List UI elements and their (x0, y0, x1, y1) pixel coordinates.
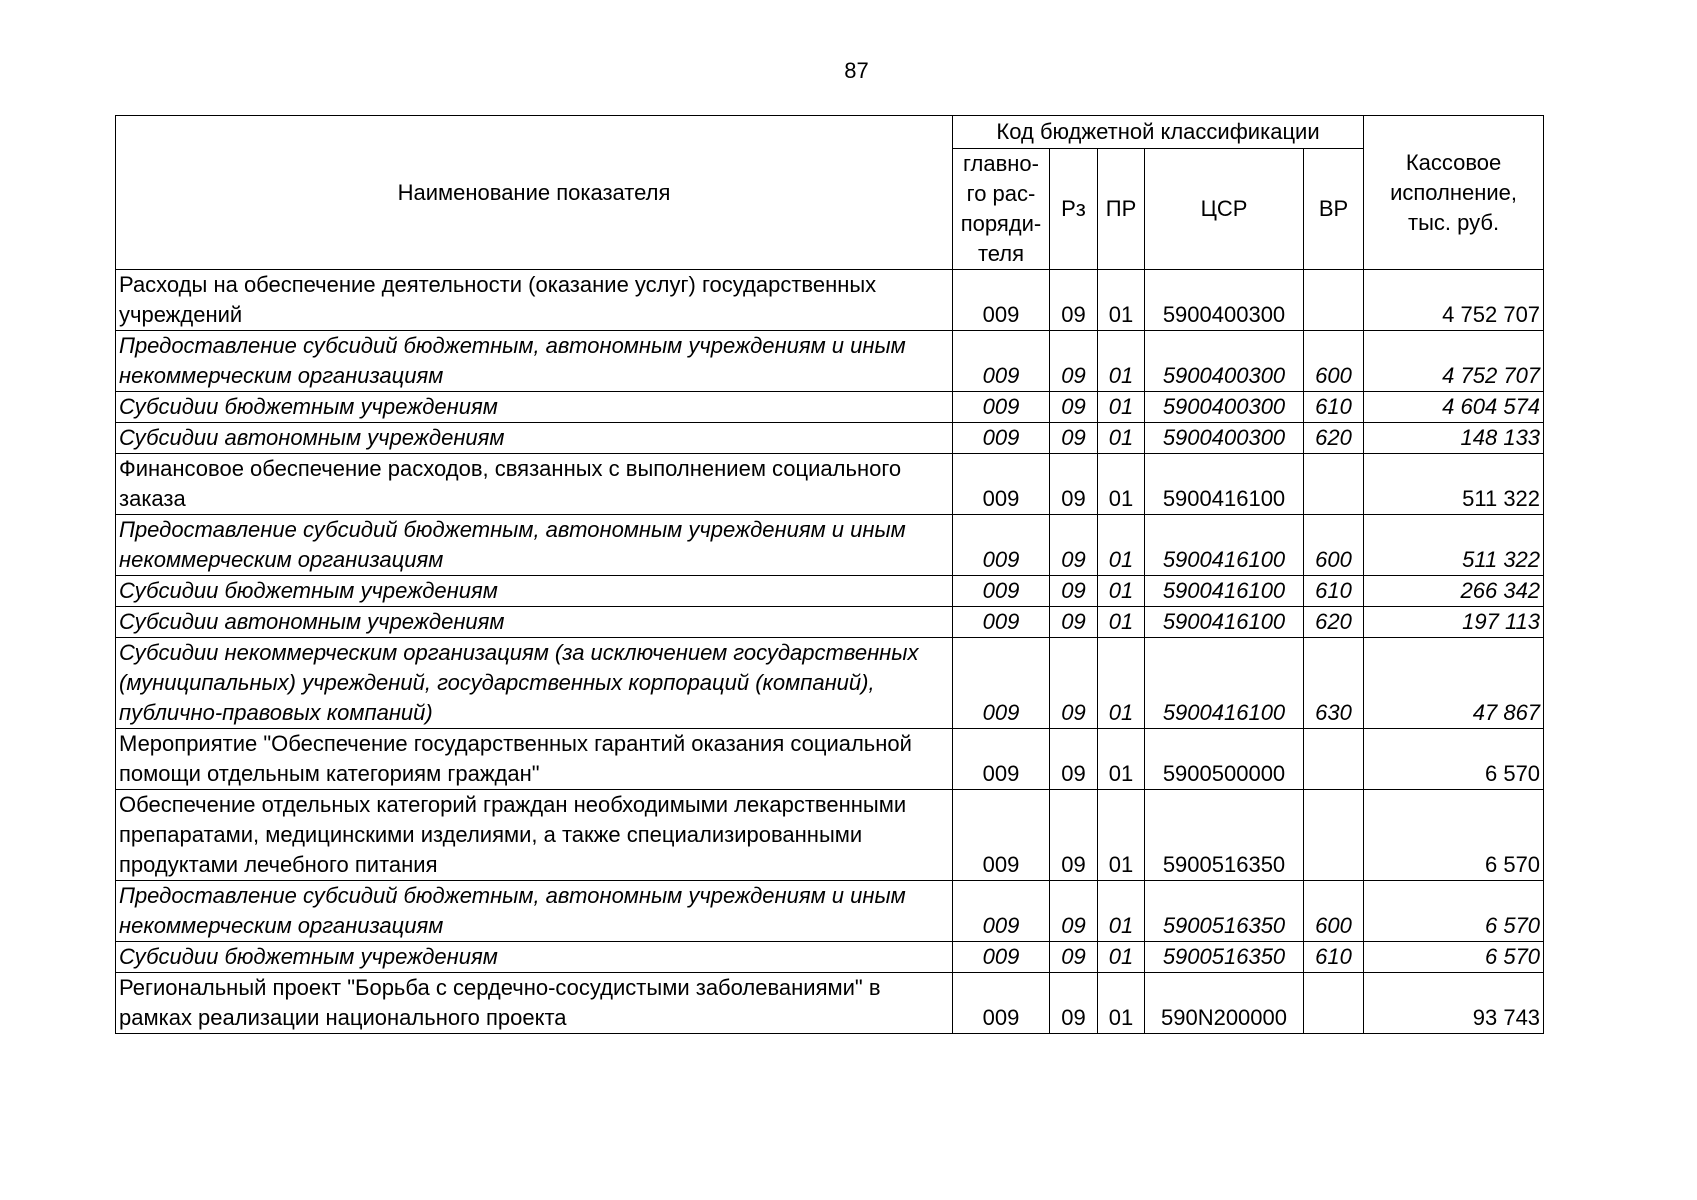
header-vr: ВР (1304, 149, 1364, 270)
row-rz-code: 09 (1050, 392, 1098, 423)
row-vr-code (1304, 729, 1364, 790)
row-csr-code: 5900400300 (1145, 331, 1304, 392)
row-chief-code: 009 (953, 392, 1050, 423)
row-pr-code: 01 (1098, 973, 1145, 1034)
row-csr-code: 5900416100 (1145, 454, 1304, 515)
row-rz-code: 09 (1050, 423, 1098, 454)
row-pr-code: 01 (1098, 423, 1145, 454)
row-rz-code: 09 (1050, 454, 1098, 515)
row-vr-code: 620 (1304, 423, 1364, 454)
row-csr-code: 5900416100 (1145, 576, 1304, 607)
row-name: Предоставление субсидий бюджетным, автономным учреждениям и иным некоммерческим организациям (116, 881, 953, 942)
row-name: Субсидии автономным учреждениям (116, 423, 953, 454)
row-vr-code (1304, 790, 1364, 881)
row-amount: 4 752 707 (1364, 270, 1544, 331)
header-amount (1364, 116, 1544, 270)
page-number: 87 (844, 58, 869, 83)
row-name: Расходы на обеспечение деятельности (оказание услуг) государственных учреждений (116, 270, 953, 331)
table-row (116, 423, 1544, 454)
table-row (116, 331, 1544, 392)
row-name: Региональный проект "Борьба с сердечно-сосудистыми заболеваниями" в рамках реализации национального проекта (116, 973, 953, 1034)
row-csr-code: 5900516350 (1145, 790, 1304, 881)
row-amount: 6 570 (1364, 881, 1544, 942)
header-name: Наименование показателя (116, 116, 953, 270)
table-row (116, 607, 1544, 638)
row-amount: 4 752 707 (1364, 331, 1544, 392)
row-pr-code: 01 (1098, 515, 1145, 576)
row-name: Субсидии бюджетным учреждениям (116, 392, 953, 423)
row-chief-code: 009 (953, 576, 1050, 607)
table-row (116, 973, 1544, 1034)
row-csr-code: 5900416100 (1145, 638, 1304, 729)
row-csr-code: 5900516350 (1145, 881, 1304, 942)
row-vr-code: 600 (1304, 881, 1364, 942)
row-pr-code: 01 (1098, 790, 1145, 881)
row-pr-code: 01 (1098, 331, 1145, 392)
table-row (116, 790, 1544, 881)
row-chief-code: 009 (953, 942, 1050, 973)
row-amount: 6 570 (1364, 790, 1544, 881)
row-name: Предоставление субсидий бюджетным, автономным учреждениям и иным некоммерческим организациям (116, 331, 953, 392)
row-amount: 266 342 (1364, 576, 1544, 607)
row-name: Финансовое обеспечение расходов, связанных с выполнением социального заказа (116, 454, 953, 515)
table-row (116, 942, 1544, 973)
row-rz-code: 09 (1050, 270, 1098, 331)
row-pr-code: 01 (1098, 942, 1145, 973)
row-amount: 511 322 (1364, 454, 1544, 515)
row-chief-code: 009 (953, 270, 1050, 331)
table-row (116, 881, 1544, 942)
row-vr-code: 610 (1304, 576, 1364, 607)
row-vr-code (1304, 973, 1364, 1034)
header-chief (953, 149, 1050, 270)
table-row (116, 454, 1544, 515)
row-vr-code: 600 (1304, 331, 1364, 392)
row-rz-code: 09 (1050, 942, 1098, 973)
row-chief-code: 009 (953, 331, 1050, 392)
row-rz-code: 09 (1050, 638, 1098, 729)
row-rz-code: 09 (1050, 973, 1098, 1034)
row-chief-code: 009 (953, 973, 1050, 1034)
row-pr-code: 01 (1098, 881, 1145, 942)
row-csr-code: 5900516350 (1145, 942, 1304, 973)
row-vr-code: 620 (1304, 607, 1364, 638)
row-pr-code: 01 (1098, 392, 1145, 423)
row-vr-code: 610 (1304, 942, 1364, 973)
row-vr-code (1304, 270, 1364, 331)
table-body (116, 270, 1544, 1034)
row-rz-code: 09 (1050, 790, 1098, 881)
row-csr-code: 5900400300 (1145, 423, 1304, 454)
row-vr-code (1304, 454, 1364, 515)
row-chief-code: 009 (953, 790, 1050, 881)
row-name: Обеспечение отдельных категорий граждан необходимыми лекарственными препаратами, медицинскими изделиями, а также специализированными продуктами лечебного питания (116, 790, 953, 881)
row-csr-code: 5900400300 (1145, 392, 1304, 423)
row-pr-code: 01 (1098, 576, 1145, 607)
row-chief-code: 009 (953, 607, 1050, 638)
header-pr: ПР (1098, 149, 1145, 270)
row-rz-code: 09 (1050, 607, 1098, 638)
header-code-group: Код бюджетной классификации (953, 116, 1364, 149)
row-name: Субсидии некоммерческим организациям (за исключением государственных (муниципальных) учреждений, государственных корпораций (компаний), публично-правовых компаний) (116, 638, 953, 729)
table-row (116, 729, 1544, 790)
header-csr: ЦСР (1145, 149, 1304, 270)
row-vr-code: 610 (1304, 392, 1364, 423)
row-amount: 6 570 (1364, 942, 1544, 973)
row-chief-code: 009 (953, 454, 1050, 515)
row-amount: 4 604 574 (1364, 392, 1544, 423)
row-rz-code: 09 (1050, 515, 1098, 576)
header-amount-label: Кассовое исполнение, тыс. руб. (1390, 149, 1518, 235)
row-pr-code: 01 (1098, 270, 1145, 331)
row-csr-code: 5900416100 (1145, 515, 1304, 576)
row-name: Субсидии бюджетным учреждениям (116, 576, 953, 607)
row-amount: 197 113 (1364, 607, 1544, 638)
row-chief-code: 009 (953, 729, 1050, 790)
row-chief-code: 009 (953, 423, 1050, 454)
row-amount: 511 322 (1364, 515, 1544, 576)
table-row (116, 270, 1544, 331)
row-name: Субсидии бюджетным учреждениям (116, 942, 953, 973)
row-amount: 47 867 (1364, 638, 1544, 729)
table-row (116, 638, 1544, 729)
table-row (116, 576, 1544, 607)
row-chief-code: 009 (953, 515, 1050, 576)
row-chief-code: 009 (953, 881, 1050, 942)
row-rz-code: 09 (1050, 331, 1098, 392)
row-pr-code: 01 (1098, 607, 1145, 638)
row-pr-code: 01 (1098, 454, 1145, 515)
row-rz-code: 09 (1050, 881, 1098, 942)
table-row (116, 515, 1544, 576)
row-csr-code: 5900500000 (1145, 729, 1304, 790)
row-amount: 93 743 (1364, 973, 1544, 1034)
table-row (116, 392, 1544, 423)
row-pr-code: 01 (1098, 638, 1145, 729)
row-csr-code: 5900416100 (1145, 607, 1304, 638)
row-name: Субсидии автономным учреждениям (116, 607, 953, 638)
row-chief-code: 009 (953, 638, 1050, 729)
row-amount: 148 133 (1364, 423, 1544, 454)
row-pr-code: 01 (1098, 729, 1145, 790)
row-amount: 6 570 (1364, 729, 1544, 790)
budget-table (115, 115, 1544, 1034)
row-name: Предоставление субсидий бюджетным, автономным учреждениям и иным некоммерческим организациям (116, 515, 953, 576)
row-name: Мероприятие "Обеспечение государственных гарантий оказания социальной помощи отдельным категориям граждан" (116, 729, 953, 790)
row-rz-code: 09 (1050, 576, 1098, 607)
header-rz: Рз (1050, 149, 1098, 270)
row-vr-code: 630 (1304, 638, 1364, 729)
row-rz-code: 09 (1050, 729, 1098, 790)
header-chief-label: главно-го рас-поряди-теля (960, 151, 1042, 266)
row-vr-code: 600 (1304, 515, 1364, 576)
row-csr-code: 590N200000 (1145, 973, 1304, 1034)
row-csr-code: 5900400300 (1145, 270, 1304, 331)
